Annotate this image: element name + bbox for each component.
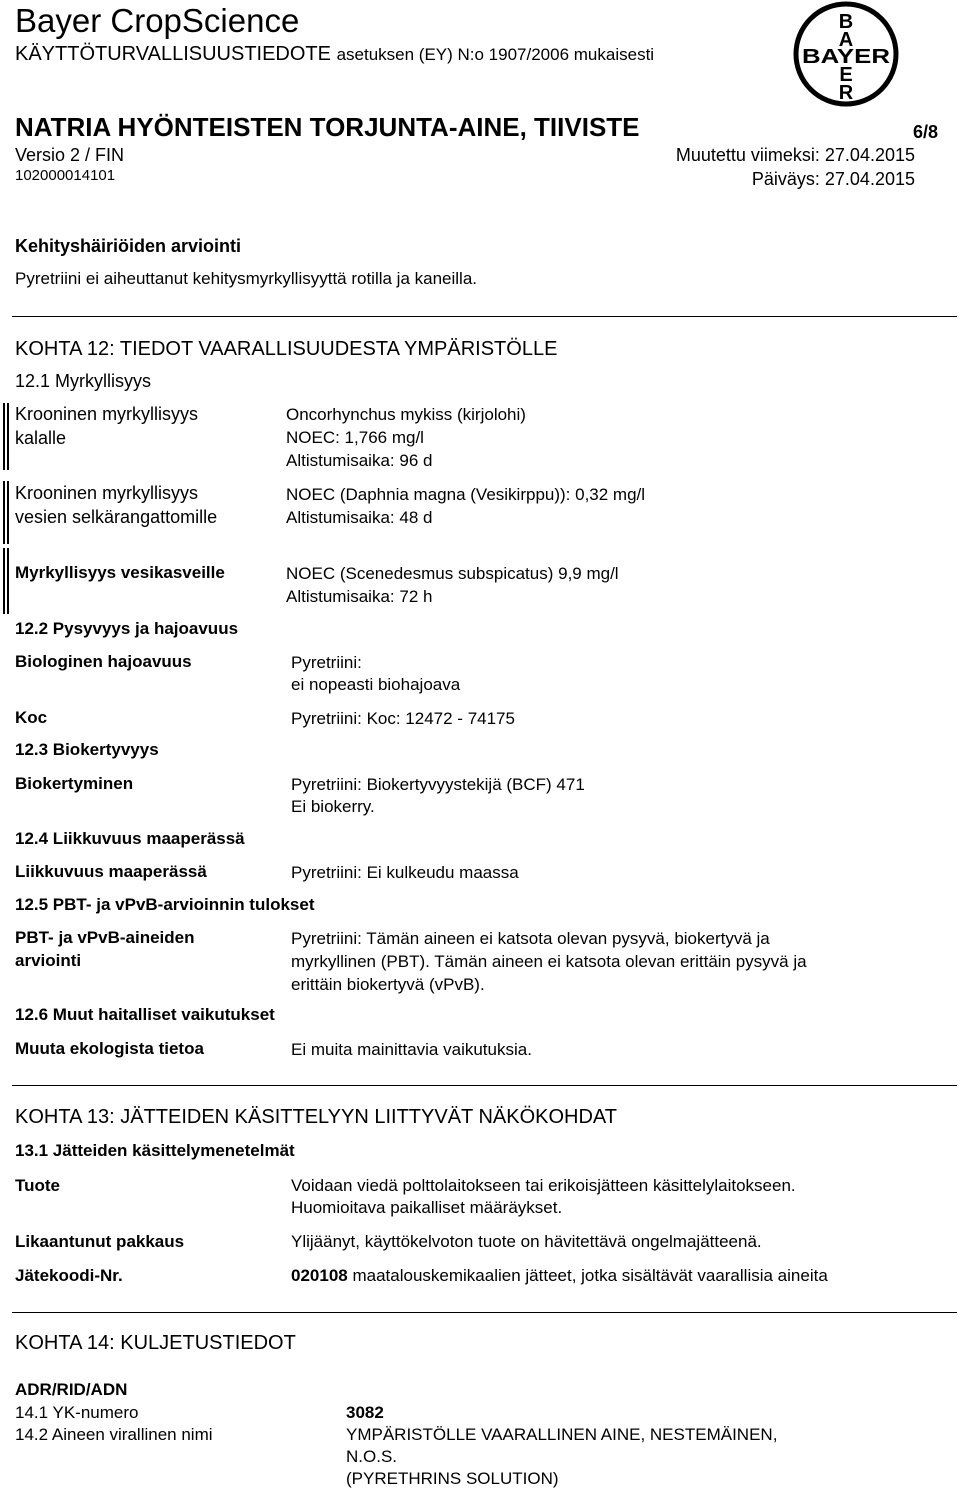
- company-name: Bayer CropScience: [15, 2, 300, 39]
- product-disposal-value-2: Huomioitava paikalliset määräykset.: [291, 1198, 563, 1217]
- koc-label: Koc: [15, 708, 48, 727]
- biodegradability-value-2: ei nopeasti biohajoava: [291, 675, 461, 694]
- product-disposal-label: Tuote: [15, 1176, 61, 1195]
- other-eco-label: Muuta ekologista tietoa: [15, 1039, 204, 1058]
- page-number: 6/8: [912, 122, 938, 142]
- subsection-12-3: 12.3 Biokertyvyys: [15, 740, 159, 759]
- waste-code-value: [291, 1266, 828, 1286]
- fish-species: Oncorhynchus mykiss (kirjolohi): [286, 405, 526, 424]
- revised-date: Muutettu viimeksi: 27.04.2015: [675, 145, 915, 165]
- logo-letter-b: B: [838, 11, 854, 33]
- shipping-name-value-2: N.O.S.: [346, 1447, 398, 1466]
- pbt-value: Pyretriini: Tämän aineen ei katsota olevan pysyvä, biokertyvä ja: [291, 929, 770, 948]
- section-14-title: KOHTA 14: KULJETUSTIEDOT: [15, 1332, 296, 1354]
- invertebrate-toxicity-label-2: vesien selkärangattomille: [15, 507, 218, 527]
- fish-exposure: Altistumisaika: 96 d: [286, 451, 433, 470]
- fish-noec: NOEC: 1,766 mg/l: [286, 428, 424, 447]
- invertebrate-noec: NOEC (Daphnia magna (Vesikirppu)): 0,32 mg/l: [286, 485, 646, 504]
- mobility-value: Pyretriini: Ei kulkeudu maassa: [291, 863, 519, 882]
- un-number-label: 14.1 YK-numero: [15, 1403, 139, 1422]
- biodegradability-label: Biologinen hajoavuus: [15, 652, 192, 671]
- other-eco-value: Ei muita mainittavia vaikutuksia.: [291, 1040, 532, 1059]
- packaging-value: Ylijäänyt, käyttökelvoton tuote on hävitettävä ongelmajätteenä.: [291, 1232, 762, 1251]
- pbt-value-3: erittäin biokertyvä (vPvB).: [291, 975, 485, 994]
- logo-letter-e: E: [839, 64, 853, 86]
- plant-toxicity-label: Myrkyllisyys vesikasveille: [15, 563, 225, 582]
- waste-code-label: Jätekoodi-Nr.: [15, 1266, 123, 1285]
- change-bars: [1, 548, 11, 614]
- shipping-name-value-3: (PYRETHRINS SOLUTION): [346, 1469, 559, 1488]
- fish-toxicity-label-2: kalalle: [15, 428, 67, 448]
- divider: [12, 316, 957, 317]
- waste-code-number: 020108: [291, 1266, 348, 1285]
- pbt-label-2: arviointi: [15, 951, 82, 970]
- product-disposal-value: Voidaan viedä polttolaitokseen tai erikoisjätteen käsittelylaitokseen.: [291, 1176, 796, 1195]
- logo-letter-a: A: [838, 29, 854, 51]
- koc-value: Pyretriini: Koc: 12472 - 74175: [291, 709, 515, 728]
- bioaccumulation-value: Pyretriini: Biokertyvyystekijä (BCF) 471: [291, 775, 585, 794]
- developmental-heading: Kehityshäiriöiden arviointi: [15, 236, 242, 256]
- version: Versio 2 / FIN: [15, 145, 125, 165]
- invertebrate-exposure: Altistumisaika: 48 d: [286, 508, 433, 527]
- logo-word-bayer: BAYER: [802, 46, 891, 68]
- subsection-12-5: 12.5 PBT- ja vPvB-arvioinnin tulokset: [15, 895, 315, 914]
- plant-exposure: Altistumisaika: 72 h: [286, 587, 433, 606]
- divider: [12, 1312, 957, 1313]
- section-13-title: KOHTA 13: JÄTTEIDEN KÄSITTELYYN LIITTYVÄT NÄKÖKOHDAT: [15, 1106, 617, 1128]
- document-type: KÄYTTÖTURVALLISUUSTIEDOTE: [15, 43, 331, 65]
- adr-heading: ADR/RID/ADN: [15, 1380, 128, 1399]
- mobility-label: Liikkuvuus maaperässä: [15, 862, 207, 881]
- plant-noec: NOEC (Scenedesmus subspicatus) 9,9 mg/l: [286, 564, 619, 583]
- biodegradability-value: Pyretriini:: [291, 653, 362, 672]
- pbt-label: PBT- ja vPvB-aineiden: [15, 928, 195, 947]
- section-12-title: KOHTA 12: TIEDOT VAARALLISUUDESTA YMPÄRISTÖLLE: [15, 338, 558, 360]
- invertebrate-toxicity-label: Krooninen myrkyllisyys: [15, 483, 199, 503]
- logo-letter-r: R: [838, 82, 854, 104]
- shipping-name-value: YMPÄRISTÖLLE VAARALLINEN AINE, NESTEMÄINEN,: [346, 1425, 778, 1444]
- product-code: 102000014101: [15, 167, 116, 184]
- change-bars: [1, 481, 11, 544]
- divider: [12, 1085, 957, 1086]
- subsection-12-1: 12.1 Myrkyllisyys: [15, 371, 152, 391]
- subsection-13-1: 13.1 Jätteiden käsittelymenetelmät: [15, 1141, 295, 1160]
- pbt-value-2: myrkyllinen (PBT). Tämän aineen ei katsota olevan erittäin pysyvä ja: [291, 952, 807, 971]
- un-number-value: 3082: [346, 1403, 384, 1422]
- document-title: [15, 43, 654, 66]
- packaging-label: Likaantunut pakkaus: [15, 1232, 185, 1251]
- regulation-text: asetuksen (EY) N:o 1907/2006 mukaisesti: [336, 45, 655, 64]
- bayer-logo-icon: [792, 0, 900, 108]
- subsection-12-6: 12.6 Muut haitalliset vaikutukset: [15, 1005, 275, 1024]
- product-name: NATRIA HYÖNTEISTEN TORJUNTA-AINE, TIIVISTE: [15, 112, 640, 142]
- subsection-12-2: 12.2 Pysyvyys ja hajoavuus: [15, 619, 239, 638]
- subsection-12-4: 12.4 Liikkuvuus maaperässä: [15, 829, 245, 848]
- issue-date: Päiväys: 27.04.2015: [751, 169, 915, 189]
- fish-toxicity-label: Krooninen myrkyllisyys: [15, 404, 199, 424]
- developmental-text: Pyretriini ei aiheuttanut kehitysmyrkyllisyyttä rotilla ja kaneilla.: [15, 269, 478, 288]
- shipping-name-label: 14.2 Aineen virallinen nimi: [15, 1425, 213, 1444]
- bioaccumulation-label: Biokertyminen: [15, 774, 134, 793]
- waste-code-description: maatalouskemikaalien jätteet, jotka sisältävät vaarallisia aineita: [352, 1266, 828, 1285]
- change-bars: [1, 403, 11, 470]
- bioaccumulation-value-2: Ei biokerry.: [291, 797, 375, 816]
